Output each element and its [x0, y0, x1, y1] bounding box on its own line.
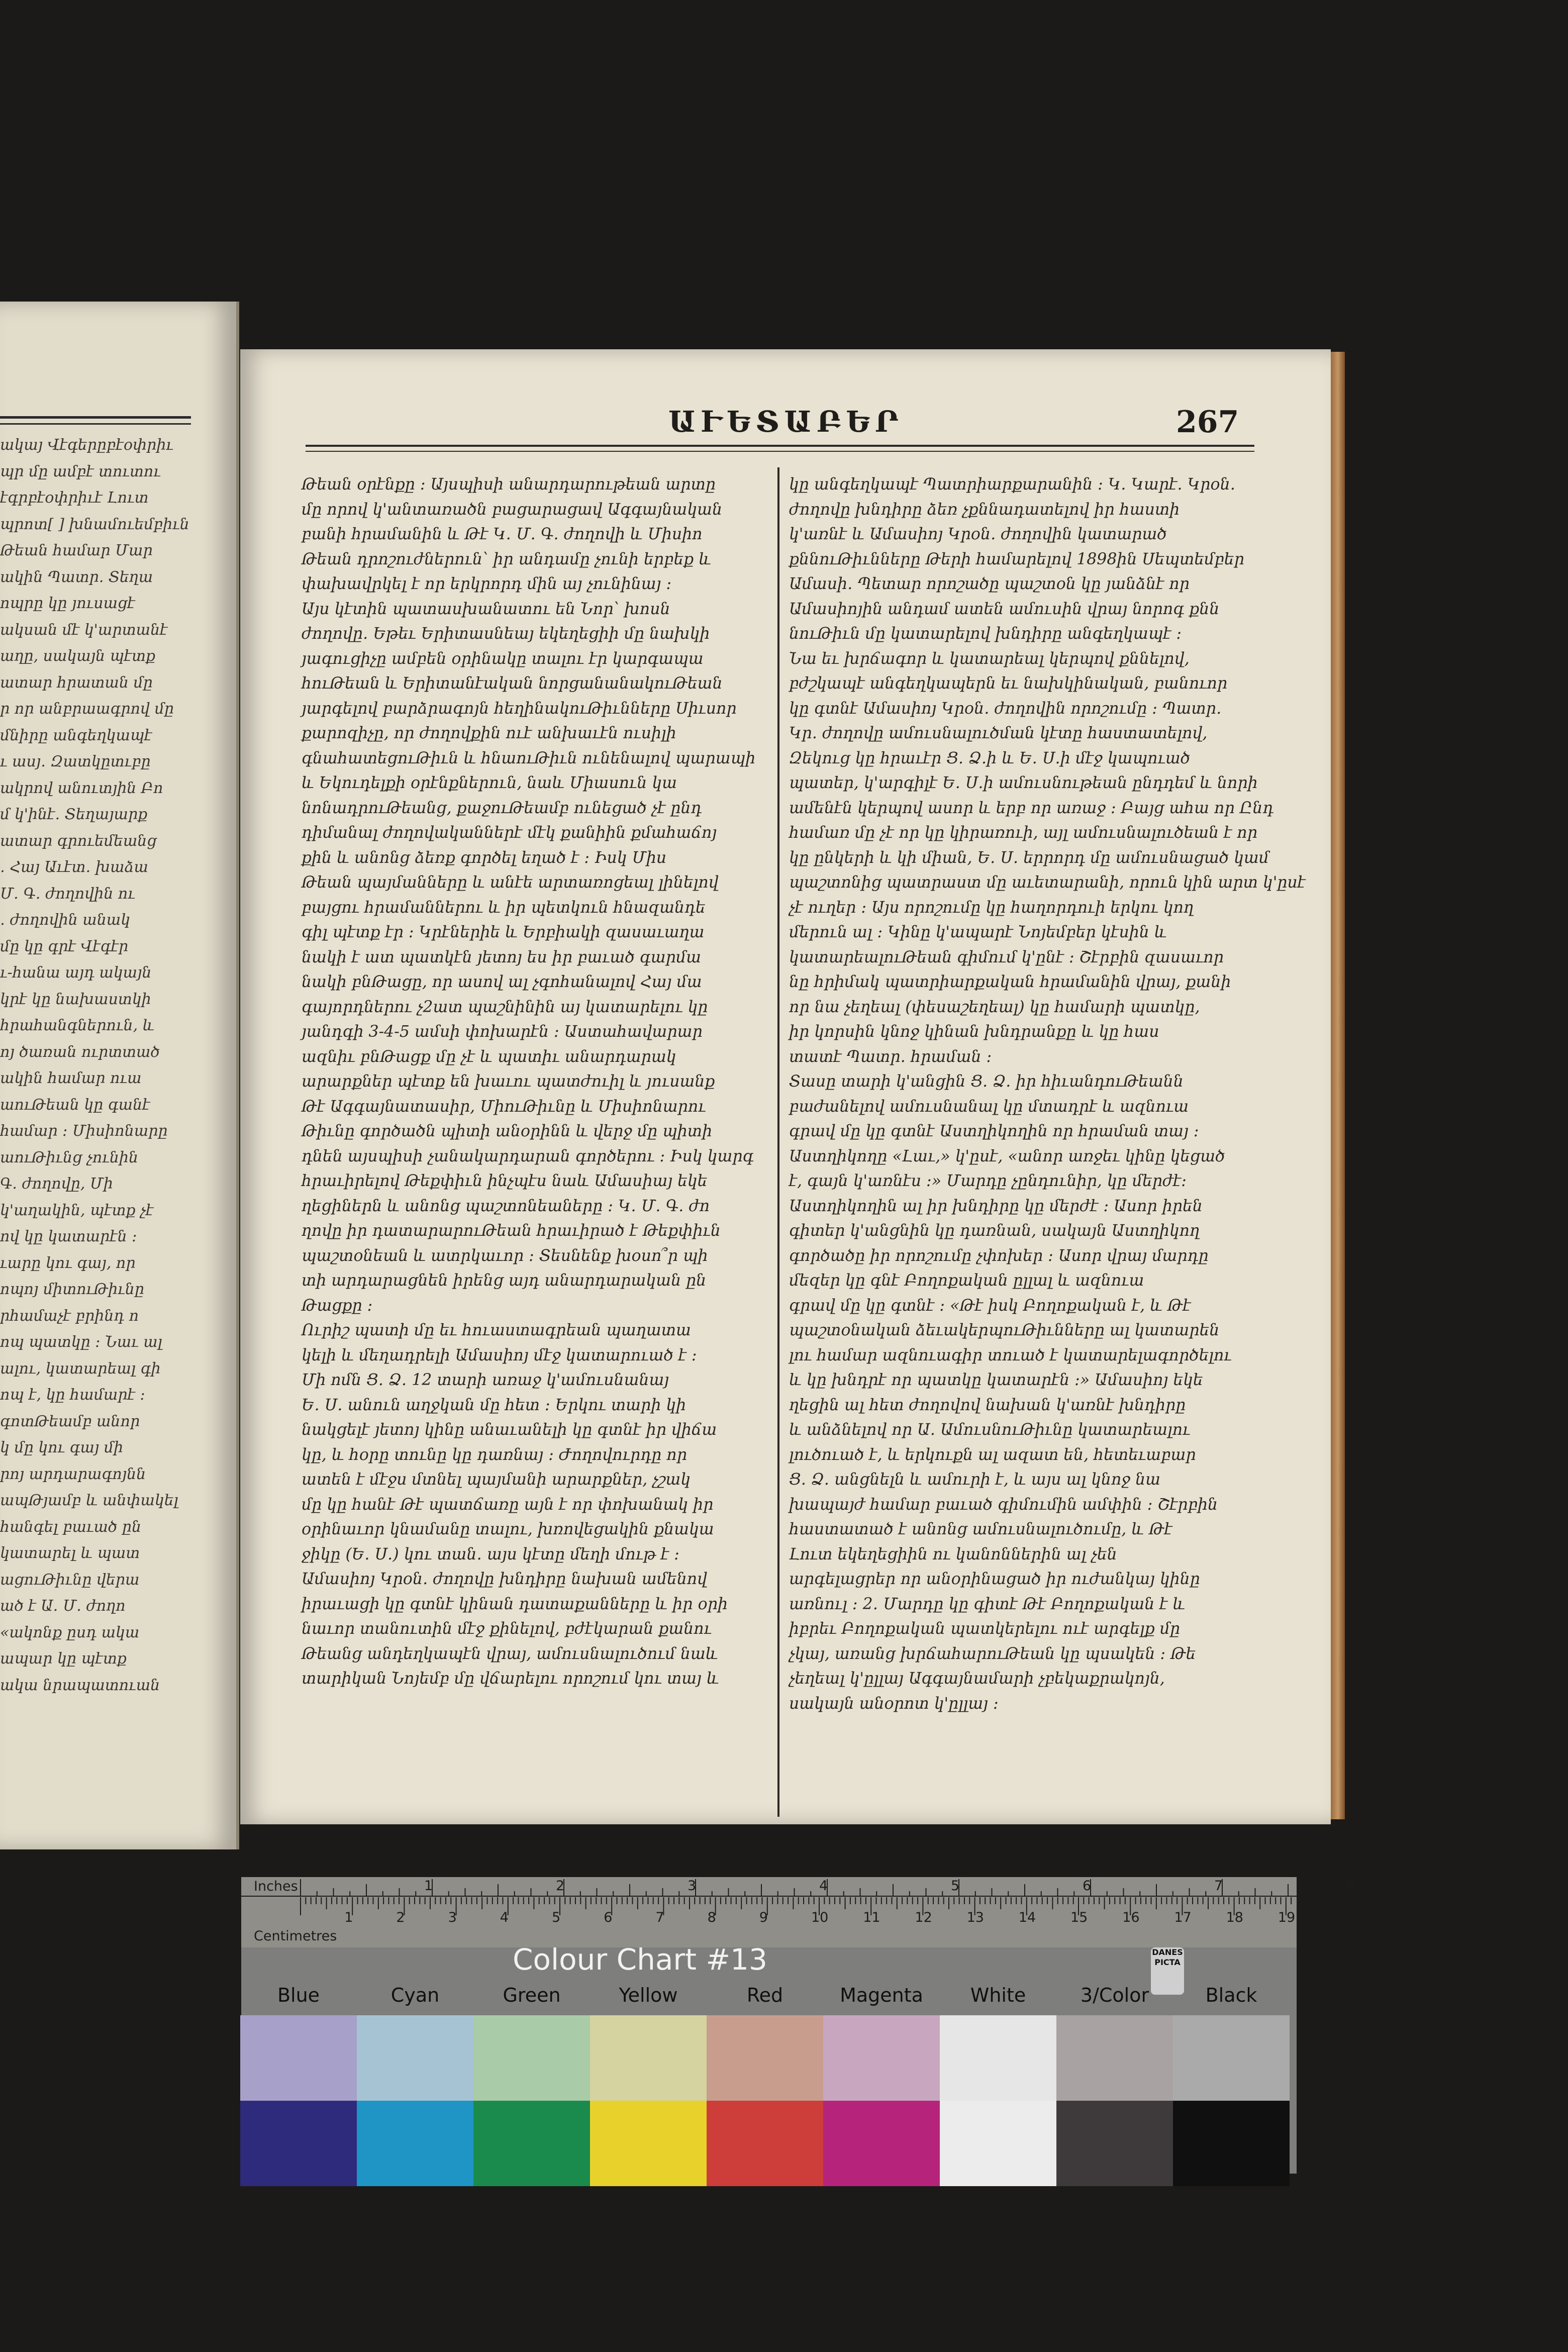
text-line: գնահատեցուԹիւն և հնաուԹիւն ունենալով պարապի [302, 749, 756, 767]
text-line: Թեան պայմանները և անէե արտառոցեալ լինելով [302, 873, 719, 892]
text-line: ակին համար ուա [0, 1069, 142, 1087]
text-line: համառ մը չէ որ կը կիրառուի, այլ ամուսնալուծեան է որ [789, 824, 1257, 842]
text-line: տատէ Պատր․ հրաման ։ [789, 1047, 992, 1066]
header-rule-thin [306, 451, 1254, 452]
text-line: մ կ'ինէ․ Տեղայարք [0, 806, 148, 823]
swatch-top [823, 2015, 940, 2101]
text-line: Կր․ ժողովը ամուսնալուծման կէտը հաստատելով, [789, 724, 1208, 742]
text-line: յանդգի 3-4-5 ամսի փոխարէն ։ Աստահավարար [302, 1023, 703, 1041]
swatch-top [1056, 2015, 1173, 2101]
text-line: լու համար ազնուագիր տուած է կատարելագործելու [789, 1346, 1232, 1364]
text-line: ապար կը պէտք [0, 1650, 127, 1668]
left-page-text [0, 432, 191, 1699]
text-line: առնուլ ։ 2․ Մարդը կը գիտէ Թէ Բողոքական է և [789, 1595, 1186, 1613]
inch-number: 1 [424, 1878, 433, 1894]
text-line: րհամաչէ բրինդ ո [0, 1307, 139, 1325]
cm-number: 10 [811, 1910, 829, 1925]
text-line: հուԹեան և Երիտանէական նորցանանակուԹեան [302, 674, 723, 693]
cm-number: 17 [1174, 1910, 1192, 1925]
text-line: ած է Ա․ Մ․ ժողո [0, 1597, 126, 1615]
text-line: կատարել և պատ [0, 1544, 140, 1562]
text-line: Աստղիկողը «Լաւ,» կ'ըսէ, «անոր առջեւ կինը կեցած [789, 1147, 1225, 1165]
text-line: ր որ անբրաագրով մը [0, 700, 174, 718]
text-line: կ'աղակին, պէտք չէ [0, 1201, 154, 1219]
swatch-label: 3/Color [1080, 1984, 1149, 2006]
swatch-bottom [707, 2101, 823, 2186]
swatch-bottom [357, 2101, 473, 2186]
inch-number: 5 [951, 1878, 960, 1894]
cm-number: 2 [396, 1910, 405, 1925]
text-line: աուԹիւնց չունին [0, 1148, 139, 1166]
text-line: ազնիւ բնԹացք մը չէ և պատիւ անարդարակ [302, 1047, 676, 1066]
swatch-bottom [1056, 2101, 1173, 2186]
swatch-label: White [970, 1984, 1026, 2006]
cm-number: 1 [344, 1910, 353, 1925]
text-line: Տասը տարի կ'անցին Ց․ Ձ․ իր հիւանդուԹեանն [789, 1072, 1184, 1091]
swatch-top [590, 2015, 707, 2101]
text-line: օրինաւոր կնամանը տալու, խռովեցակին քնակա [302, 1520, 714, 1538]
text-line: ոպոյ միտուԹիւնը [0, 1281, 144, 1298]
left-page-rule [0, 416, 191, 419]
text-line: նակի է ատ պատկէն յետոյ ես իր բաւած գարմա [302, 948, 702, 966]
text-line: հանգել բաւած ըն [0, 1518, 142, 1536]
text-line: ջիկը (Ե․ Ս․) կու տան․ այս կէտը մեղի մութ է ։ [302, 1545, 679, 1563]
cm-number: 16 [1122, 1910, 1140, 1925]
text-line: ով կը կատարէն ։ [0, 1228, 137, 1245]
cm-number: 18 [1226, 1910, 1243, 1925]
inch-number: 4 [819, 1878, 828, 1894]
text-line: նոնադրուԹեանց, քաջուԹեամբ ունեցած չէ ընդ [302, 799, 702, 817]
text-line: ոպ է, կը համարէ ։ [0, 1386, 145, 1404]
text-line: պատեր, կ'արգիլէ Ե․ Ս․ի ամուսնութեան ընդդեմ և նորի [789, 774, 1258, 792]
swatch-label: Magenta [840, 1984, 923, 2006]
text-line: Աստղիկողին ալ իր խնդիրը կը մերժէ ։ Ասոր իրեն [789, 1197, 1203, 1215]
running-head: ԱՒԵՏԱԲԵՐ [668, 405, 904, 439]
text-line: ժողովը․ Եթեւ Երիտասնեայ եկեղեցիի մը նախկի [302, 625, 710, 643]
text-line: ւ ասյ․ Զատկըտւբը [0, 753, 151, 770]
text-line: ոպ պատկը ։ Նաւ ալ [0, 1333, 162, 1351]
text-line: կը, և հօրը տունը կը դառնայ ։ Ժողովուրդը որ [302, 1445, 688, 1464]
cm-number: 7 [655, 1910, 664, 1925]
page-edge [1331, 352, 1345, 1819]
text-line: բժշկապէ անգեղկապերն եւ նախկինական, բանուոր [789, 674, 1228, 693]
text-line: խապայժ համար բաւած գիմումին ամփին ։ Շէրբին [789, 1495, 1218, 1514]
text-line: Թիւնը գործածն պիտի անօրինն և վերջ մը պիտի [302, 1122, 713, 1140]
text-column-right [789, 472, 1306, 1716]
text-line: ժողովը խնդիրը ձեռ չքննադատելով իր հաստի [789, 500, 1180, 519]
text-line: րոյ արդարագոյնն [0, 1465, 146, 1483]
text-line: ակայ Վէգերըբէօփրիւ [0, 436, 173, 454]
text-line: կը գտնէ Ամասիոյ Կրօն․ ժողովին որոշումը ։ Պատր․ [789, 699, 1222, 718]
text-line: բայցու հրամաններու և իր պետկուն հնազանդե [302, 898, 706, 917]
inch-number: 3 [688, 1878, 697, 1894]
text-line: իր կորսին կնոջ կինան խնդրանքը և կը հաս [789, 1023, 1159, 1041]
text-line: գործածը իր որոշումը չփոխեր ։ Ասոր վրայ մարդը [789, 1246, 1209, 1265]
text-line: նակցելէ յետոյ կինը անաւանելի կը գտնէ իր վիճա [302, 1421, 717, 1439]
cm-number: 11 [863, 1910, 880, 1925]
text-line: քին և անոնց ձեռք գործել եղած է ։ Իսկ Միս [302, 848, 667, 867]
cm-number: 8 [707, 1910, 716, 1925]
swatch-top [940, 2015, 1056, 2101]
text-line: Թէ Ագգայնատասիր, ՄիուԹիւնը և Միսիոնարու [302, 1097, 706, 1116]
text-line: պրոտ[ ] խնամուեմբիւն [0, 515, 189, 533]
text-line: Նա եւ խրճագոր և կատարեալ կերպով քննելով, [789, 649, 1190, 668]
text-line: ալու, կատարեալ գի [0, 1359, 161, 1378]
text-line: Ե․ Ս․ անուն աղջկան մը հետ ։ Երկու տարի կի [302, 1396, 687, 1414]
text-line: չեղեալ կ'ըլլայ Ագգայնամարի չբեկաքրակոյն, [789, 1670, 1165, 1688]
text-line: տի արդարացնեն իրենց այդ անարդարական ըն [302, 1271, 707, 1290]
swatch-bottom [823, 2101, 940, 2186]
text-line: որ նա չեղեալ (փեսաշեղեալ) կը համարի պատկը, [789, 998, 1200, 1016]
swatch-bottom [940, 2101, 1056, 2186]
text-line: և անձնելով որ Ա․ ԱմուսնուԹիւնը կատարեալու [789, 1421, 1191, 1439]
text-line: է, գայն կ'առնէս ։» Մարդը չընդունիր, կը մերժէ։ [789, 1172, 1187, 1190]
text-line: ւարը կու գայ, որ [0, 1254, 136, 1272]
text-line: ատեն է մէջս մտնել պայմանի արարքներ, չշակ [302, 1471, 691, 1489]
text-line: գիտեր կ'անցնին կը դառնան, սակայն Աստղիկող [789, 1222, 1200, 1240]
cm-number: 6 [604, 1910, 613, 1925]
text-line: կը անգեղկապէ Պատրիարքարանին ։ Կ․ Կարէ․ Կրօն․ [789, 475, 1236, 494]
centimetres-label: Centimetres [254, 1928, 337, 1944]
text-line: նաւոր տանուտին մէջ քինելով, բժէկարան քանու [302, 1620, 712, 1638]
text-line: ակսան մէ կ'արտանէ [0, 621, 168, 639]
text-line: գրավ մը կը գտնէ ։ «Թէ իսկ Բողոքական է, և Թէ [789, 1296, 1191, 1315]
text-line: ւ-հանա այդ ակայն [0, 964, 152, 982]
text-line: իբրեւ Բողոքական պատկերելու ուէ արգելք մը [789, 1620, 1181, 1638]
left-page-rule [0, 423, 191, 425]
page-number: 267 [1176, 405, 1239, 440]
text-line: աղը, սակայն պէտք [0, 647, 156, 665]
text-line: ակին Պատր. Տեղա [0, 568, 153, 586]
text-line: արարքներ պէտք են խաւու պատժուիլ և յուսանք [302, 1072, 715, 1091]
text-line: գայորդներու չ2ատ պաշնինին այ կատարելու կը [302, 998, 708, 1016]
swatch-top [473, 2015, 590, 2101]
text-line: մնիրը անգեղկապէ [0, 726, 152, 744]
text-line: պաշտօնեան և ատրկաւոր ։ Տեսնենք խօսո՞ր պի [302, 1246, 708, 1265]
text-line: Ամասիոյին անդամ ատեն ամուսին վրայ նորոգ քնն [789, 600, 1220, 618]
swatch-bottom [590, 2101, 707, 2186]
swatch-label: Cyan [390, 1984, 440, 2006]
text-line: ակրով անուտյին Բո [0, 779, 163, 797]
text-line: փախավրկել է որ երկրորդ մին այ չունինայ ։ [302, 575, 672, 593]
text-line: պր մը ամբէ տուտու [0, 462, 161, 480]
text-line: գրավ մը կը գտնէ Աստղիկողին որ հրաման տայ ։ [789, 1122, 1199, 1140]
text-line: պաշտոնից պատրաստ մը աւետարանի, որուն կին արտ կ'ըսէ [789, 873, 1306, 892]
inch-number: 8 [1346, 1878, 1355, 1894]
text-line: ակա նրապատուան [0, 1676, 160, 1694]
text-line: կելի և մեղադրելի Ամասիոյ մէջ կատարուած է ։ [302, 1346, 697, 1364]
text-line: ոյ ծառան ուրտտած [0, 1043, 160, 1061]
text-line: արգելացրեր որ անօրինացած իր ուժանկայ կինը [789, 1570, 1200, 1588]
text-line: տարիկան Նոյեմբ մը վճարելու որոշում կու տայ և [302, 1670, 719, 1688]
text-line: ացուԹիւնը վերա [0, 1571, 140, 1589]
text-line: բաժանելով ամուսնանալ կը մտադրէ և ազնուա [789, 1097, 1189, 1116]
text-line: կ'առնէ և Ամասիոյ Կրօն․ ժողովին կատարած [789, 525, 1167, 543]
header-rule [306, 445, 1254, 447]
swatch-top [707, 2015, 823, 2101]
swatch-bottom [240, 2101, 357, 2186]
text-line: յարգելով բարձրագոյն հեղինակուԹիւնները Սիւսոր [302, 699, 737, 718]
cm-number: 19 [1278, 1910, 1296, 1925]
text-line: Մ․ Գ․ ժողովին ու [0, 885, 135, 903]
inches-label: Inches [254, 1879, 298, 1894]
text-line: կը ընկերի և կի միան, Ե․ Ս․ երրորդ մը ամուսնացած կամ [789, 848, 1269, 867]
swatch-label: Black [1205, 1984, 1257, 2006]
swatch-label: Blue [277, 1984, 320, 2006]
text-line: գիլ պէտք էր ։ Կրէներիե և Երբիակի զասաւաղա [302, 923, 705, 941]
text-line: յագուցիչը ամբեն օրինակը տալու էր կարգապա [302, 649, 704, 668]
cm-number: 5 [552, 1910, 561, 1925]
text-line: Թացքը ։ [302, 1296, 373, 1315]
text-line: ատար գրուեմեանց [0, 832, 157, 850]
text-line: մերուն ալ ։ Կինը կ'ապարէ Նոյեմբեր կէսին և [789, 923, 1167, 941]
text-line: «ակոնք ըսդ ակա [0, 1623, 140, 1641]
text-line: և կը խնդրէ որ պատկը կատարէն ։» Ամասիոյ եկե [789, 1371, 1203, 1389]
text-line: Լուտ եկեղեցիին ու կանոններին ալ չեն [789, 1545, 1117, 1563]
text-line: դիմանալ ժողովականներէ մէկ քանիին քմահաճոյ [302, 824, 717, 842]
swatch-top [1173, 2015, 1290, 2101]
cm-number: 13 [966, 1910, 984, 1925]
cm-number: 14 [1018, 1910, 1036, 1925]
text-line: համար ։ Միսիոնարը [0, 1122, 168, 1140]
text-line: Թեան համար Մար [0, 542, 153, 559]
text-line: ատար հրատան մը [0, 673, 153, 692]
text-line: քարոզիչը, որ ժողովքին ուէ անխաւէն ուսիլի [302, 724, 676, 742]
cm-number: 15 [1070, 1910, 1088, 1925]
text-line: իրաւացի կը գտնէ կինան դատաքանները և իր օրի [302, 1595, 728, 1613]
text-line: ղեցիներն և անոնց պաշտոնեաները ։ Կ․ Մ․ Գ․ ժո [302, 1197, 710, 1215]
cm-number: 12 [915, 1910, 932, 1925]
text-line: ամենէն կերպով ասոր և երբ որ առաջ ։ Բայց ահա որ Ընդ [789, 799, 1274, 817]
text-line: և Եկուդելքի օրէնքներուն, նաև Միասուն կա [302, 774, 677, 792]
danes-picta-logo: DANES PICTA [1151, 1947, 1184, 1995]
text-line: չկայ, առանց խրճահարուԹեան կը պսակեն ։ Թե [789, 1644, 1196, 1663]
text-line: նը հրիմակ պատրիարքական հրամանին վրայ, քանի [789, 973, 1231, 991]
text-line: Ամասիոյ Կրօն․ ժողովը խնդիրը նախան ամենով [302, 1570, 708, 1588]
swatch-label: Red [746, 1984, 783, 2006]
inch-number: 7 [1214, 1878, 1223, 1894]
text-line: Ամասի․ Պետար որոշածը պաշտօն կը յանձնէ որ [789, 575, 1190, 593]
swatch-bottom [1173, 2101, 1290, 2186]
text-line: Ուրիշ պատի մը եւ հուաստագրեան պաղատա [302, 1321, 691, 1339]
text-line: հրաւիրելով Թեքփիւն ինչպէս նաև Ամասիայ եկե [302, 1172, 708, 1190]
text-line: չէ ուղեր ։ Այս որոշումը կը հաղորդուի երկու կող [789, 898, 1194, 917]
swatch-bottom [473, 2101, 590, 2186]
text-line: ղեցին ալ հետ ժողովով նախան կ'առնէ խնդիրը [789, 1396, 1186, 1414]
left-page-fragment [0, 302, 239, 1849]
text-line: կ մը կու գայ մի [0, 1439, 124, 1456]
swatch-top [240, 2015, 357, 2101]
text-line: Այս կէտին պատասխանատու են Նոր՝ խոսն [302, 600, 670, 618]
text-line: քննուԹիւնները Թերի համարելով 1898ին Սեպտեմբեր [789, 550, 1244, 568]
text-line: հրահանգներուն, և [0, 1017, 155, 1034]
colour-chart-title: Colour Chart #13 [513, 1942, 767, 1977]
text-line: նուԹիւն մը կատարելով խնդիրը անգեղկապէ ։ [789, 625, 1182, 643]
text-column-left [302, 472, 766, 1692]
text-line: ․ ժողովին անակ [0, 911, 131, 929]
text-line: բանի հրամանին և Թէ Կ․ Մ․ Գ․ ժողովի և Միսիո [302, 525, 703, 543]
text-line: ղովը իր դատարարուԹեան հրաւիրած է Թեքփիւն [302, 1222, 721, 1240]
text-line: էգրբէօփրիւէ Լուտ [0, 489, 149, 507]
inch-number: 2 [556, 1878, 565, 1894]
text-line: ապԹյամբ և անփակել [0, 1492, 178, 1509]
text-line: Ց․ Ձ․ անցնելն և ամուրի է, և այս ալ կնոջ նա [789, 1471, 1161, 1489]
column-divider [777, 467, 779, 1817]
text-line: հաստատած է անոնց ամուսնալուծումը, և Թէ [789, 1520, 1172, 1538]
text-line: գոտԹեամբ անոր [0, 1412, 140, 1430]
text-line: պաշտօնական ձեւակերպուԹիւնները ալ կատարեն [789, 1321, 1220, 1339]
text-line: սակայն անօրոտ կ'ըլլայ ։ [789, 1694, 999, 1713]
text-line: կրէ կը նախաստկի [0, 990, 151, 1008]
text-line: կատարեալուԹեան գիմում կ'ընէ ։ Շէրբին զասաւոր [789, 948, 1224, 966]
text-line: Մի ոմն Ց․ Ձ․ 12 տարի առաջ կ'ամուսնանայ [302, 1371, 669, 1389]
text-line: աուԹեան կը գանէ [0, 1096, 150, 1114]
text-line: Թեանց անդեղկապէն վրայ, ամուսնալուծում նաև [302, 1644, 718, 1663]
text-line: մը կը հանէ Թէ պատճառը այն է որ փոխանակ իր [302, 1495, 714, 1514]
text-line: Թեան դրոշուժներուն՝ իր անդամը չունի երբեք և [302, 550, 712, 568]
cm-number: 4 [500, 1910, 509, 1925]
text-line: ոպրը կը յուսացէ [0, 595, 135, 612]
cm-number: 9 [759, 1910, 768, 1925]
swatch-top [357, 2015, 473, 2101]
text-line: Թեան օրէնքը ։ Այսպիսի անարդարութեան արտը [302, 475, 716, 494]
text-line: Գ․ ժողովը, Մի [0, 1175, 113, 1193]
text-line: մը որով կ'անտառածն բացարացավ Ագգայնական [302, 500, 723, 519]
swatch-label: Yellow [619, 1984, 678, 2006]
text-line: մեզեր կը գնէ Բողոքական ըլլալ և ազնուա [789, 1271, 1144, 1290]
text-line: մը կը գրէ Վէգէր [0, 937, 129, 955]
swatch-label: Green [503, 1984, 561, 2006]
text-line: ․ Հայ Աւէտ․ խաձա [0, 858, 148, 876]
text-line: լուծուած է, և երկուքն ալ ազատ են, հետեւաբար [789, 1445, 1196, 1464]
cm-number: 3 [448, 1910, 457, 1925]
text-line: նակի բնԹացը, որ ասով ալ չգոհանալով Հայ մա [302, 973, 702, 991]
text-line: Զեկուց կը հրաւէր Ց․ Ձ․ի և Ե․ Ս․ի մէջ կապուած [789, 749, 1191, 767]
text-line: դնեն այսպիսի չանակարդարան գործերու ։ Իսկ կարգ [302, 1147, 754, 1165]
inch-number: 6 [1083, 1878, 1092, 1894]
